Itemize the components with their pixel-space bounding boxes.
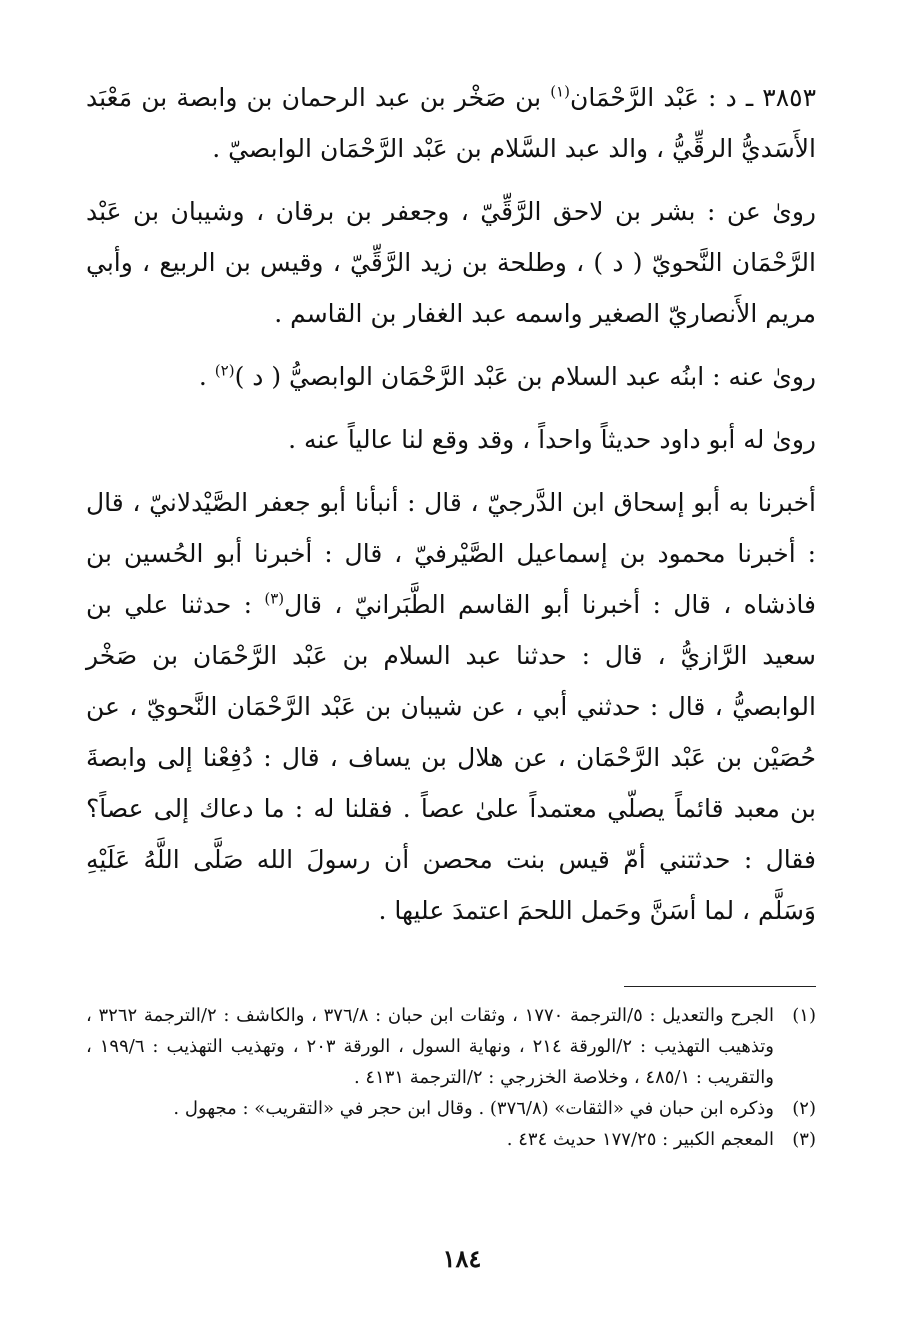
abu-dawud-paragraph: روىٰ له أبو داود حديثاً واحداً ، وقد وقع لنا عالياً عنه . xyxy=(288,425,816,454)
footnote-text: وذكره ابن حبان في «الثقات» (٣٧٦/٨) . وقال ابن حجر في «التقريب» : مجهول . xyxy=(173,1098,774,1119)
entry-heading-rest: بن صَخْر بن عبد الرحمان بن وابصة بن مَعْبَد الأَسَديُّ الرقِّيُّ ، والد عبد السَّلام بن عَبْد الرَّحْمَان الوابصيّ . xyxy=(86,83,816,163)
footnote-ref-3: (٣) xyxy=(264,589,285,608)
footnote-text: المعجم الكبير : ١٧٧/٢٥ حديث ٤٣٤ . xyxy=(506,1129,774,1150)
footnote-ref-2: (٢) xyxy=(214,361,235,380)
entry-heading-text: ٣٨٥٣ ـ د : عَبْد الرَّحْمَان xyxy=(569,83,816,112)
narrated-by-text: روىٰ عنه : ابنُه عبد السلام بن عَبْد الرَّحْمَان الوابصيُّ ( د ) xyxy=(234,362,816,391)
narrated-from-paragraph: روىٰ عن : بشر بن لاحق الرَّقِّيّ ، وجعفر بن برقان ، وشيبان بن عَبْد الرَّحْمَان النَّحويّ ( د ) ، وطلحة بن زيد الرَّقِّيّ ، وقيس بن الربيع ، وأبي مريم الأَنصاريّ الصغير واسمه عبد الغفار بن القاسم . xyxy=(86,197,816,328)
narrated-by-paragraph xyxy=(86,351,816,402)
footnote-number: (٢) xyxy=(792,1098,816,1119)
footnotes-section xyxy=(86,1000,816,1155)
footnote-item xyxy=(86,1000,816,1093)
entry-heading-paragraph xyxy=(86,72,816,174)
footnote-item xyxy=(86,1124,816,1155)
hadith-chain-text: أخبرنا به أبو إسحاق ابن الدَّرجيّ ، قال : أنبأنا أبو جعفر الصَّيْدلانيّ ، قال : أخبرنا محمود بن إسماعيل الصَّيْرفيّ ، قال : أخبرنا أبو الحُسين بن فاذشاه ، قال : أخبرنا أبو القاسم الطَّبَرانيّ ، قال xyxy=(86,488,816,619)
footnote-ref-1: (١) xyxy=(550,82,570,101)
footnote-text: الجرح والتعديل : ٥/الترجمة ١٧٧٠ ، وثقات ابن حبان : ٣٧٦/٨ ، والكاشف : ٢/الترجمة ٣٢٦٢ ، وتذهيب التهذيب : ٢/الورقة ٢١٤ ، ونهاية السول ، الورقة ٢٠٣ ، وتهذيب التهذيب : ١٩٩/٦ ، والتقريب : ٤٨٥/١ ، وخلاصة الخزرجي : ٢/الترجمة ٤١٣١ . xyxy=(86,1005,775,1088)
footnote-number: (٣) xyxy=(792,1129,816,1150)
narrated-by-end: . xyxy=(198,362,215,391)
footnote-number: (١) xyxy=(792,1005,816,1026)
main-text xyxy=(86,72,816,936)
footnote-divider xyxy=(624,986,816,987)
hadith-paragraph xyxy=(86,477,816,936)
hadith-body-text: : حدثنا علي بن سعيد الرَّازيُّ ، قال : حدثنا عبد السلام بن عَبْد الرَّحْمَان بن صَخْر الوابصيُّ ، قال : حدثني أبي ، عن شيبان بن عَبْد الرَّحْمَان النَّحويّ ، عن حُصَيْن بن عَبْد الرَّحْمَان ، عن هلال بن يساف ، قال : دُفِعْنا إلى وابصةَ بن معبد قائماً يصلّي معتمداً علىٰ عصاً . فقلنا له : ما دعاك إلى عصاً؟ فقال : حدثتني أمّ قيس بنت محصن أن رسولَ الله صَلَّى اللَّهُ عَلَيْهِ وَسَلَّم ، لما أسَنَّ وحَمل اللحمَ اعتمدَ عليها . xyxy=(86,590,816,925)
page-number: ١٨٤ xyxy=(442,1244,482,1273)
footnote-item xyxy=(86,1093,816,1124)
